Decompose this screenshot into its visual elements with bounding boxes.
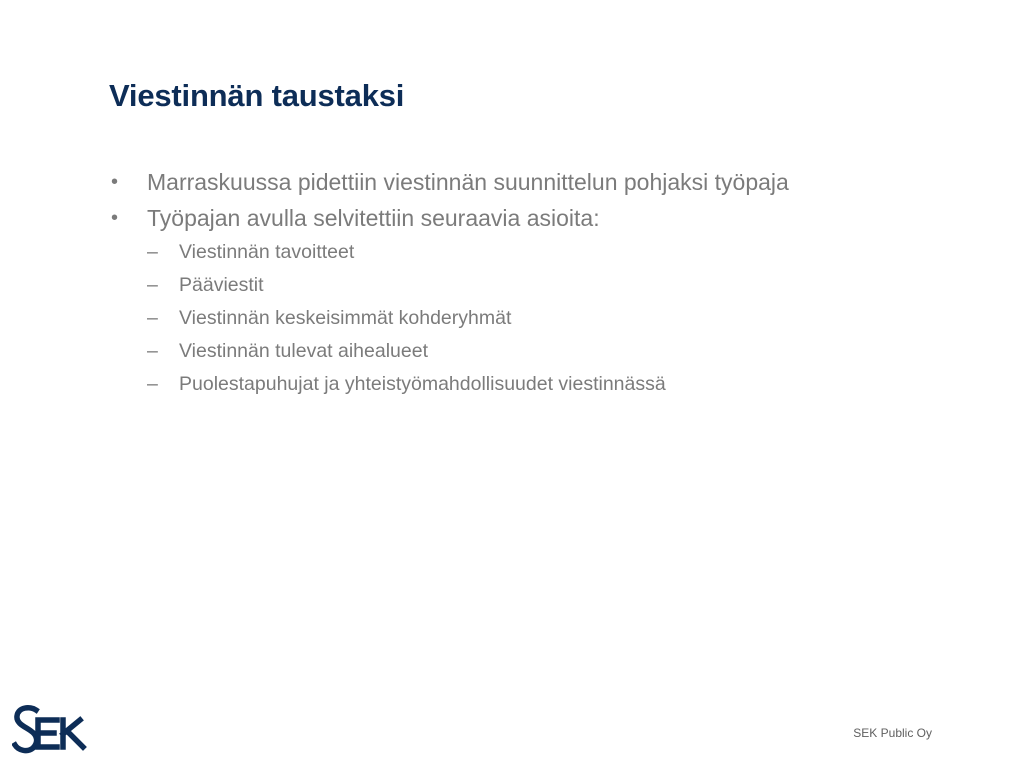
sub-bullet-item [109, 302, 969, 335]
sub-bullet-marker: – [147, 373, 158, 395]
logo-k-shape [63, 720, 83, 747]
bullet-list [109, 164, 969, 401]
bullet-marker: • [111, 171, 119, 193]
sub-bullet-item [109, 335, 969, 368]
sek-logo [12, 704, 90, 756]
sub-bullet-marker: – [147, 241, 158, 263]
sub-bullet-text: Pääviestit [179, 274, 264, 296]
sub-bullet-item [109, 269, 969, 302]
sub-bullet-item [109, 236, 969, 269]
sub-bullet-text: Viestinnän tulevat aihealueet [179, 340, 428, 362]
sub-bullet-marker: – [147, 307, 158, 329]
sub-list-container [109, 236, 969, 401]
sub-bullet-list [109, 236, 969, 401]
bullet-item [109, 200, 969, 236]
slide-title: Viestinnän taustaksi [109, 78, 405, 113]
sub-bullet-text: Viestinnän tavoitteet [179, 241, 355, 263]
bullet-marker: • [111, 207, 119, 229]
sub-bullet-text: Puolestapuhujat ja yhteistyömahdollisuudet viestinnässä [179, 373, 666, 395]
bullet-text: Työpajan avulla selvitettiin seuraavia asioita: [147, 205, 600, 231]
sub-bullet-marker: – [147, 340, 158, 362]
sub-bullet-item [109, 368, 969, 401]
logo-e-shape [38, 720, 57, 747]
logo-s-shape [15, 708, 37, 751]
bullet-text: Marraskuussa pidettiin viestinnän suunnittelun pohjaksi työpaja [147, 169, 789, 195]
bullet-item [109, 164, 969, 200]
footer-company: SEK Public Oy [853, 726, 932, 740]
sub-bullet-text: Viestinnän keskeisimmät kohderyhmät [179, 307, 512, 329]
sub-bullet-marker: – [147, 274, 158, 296]
